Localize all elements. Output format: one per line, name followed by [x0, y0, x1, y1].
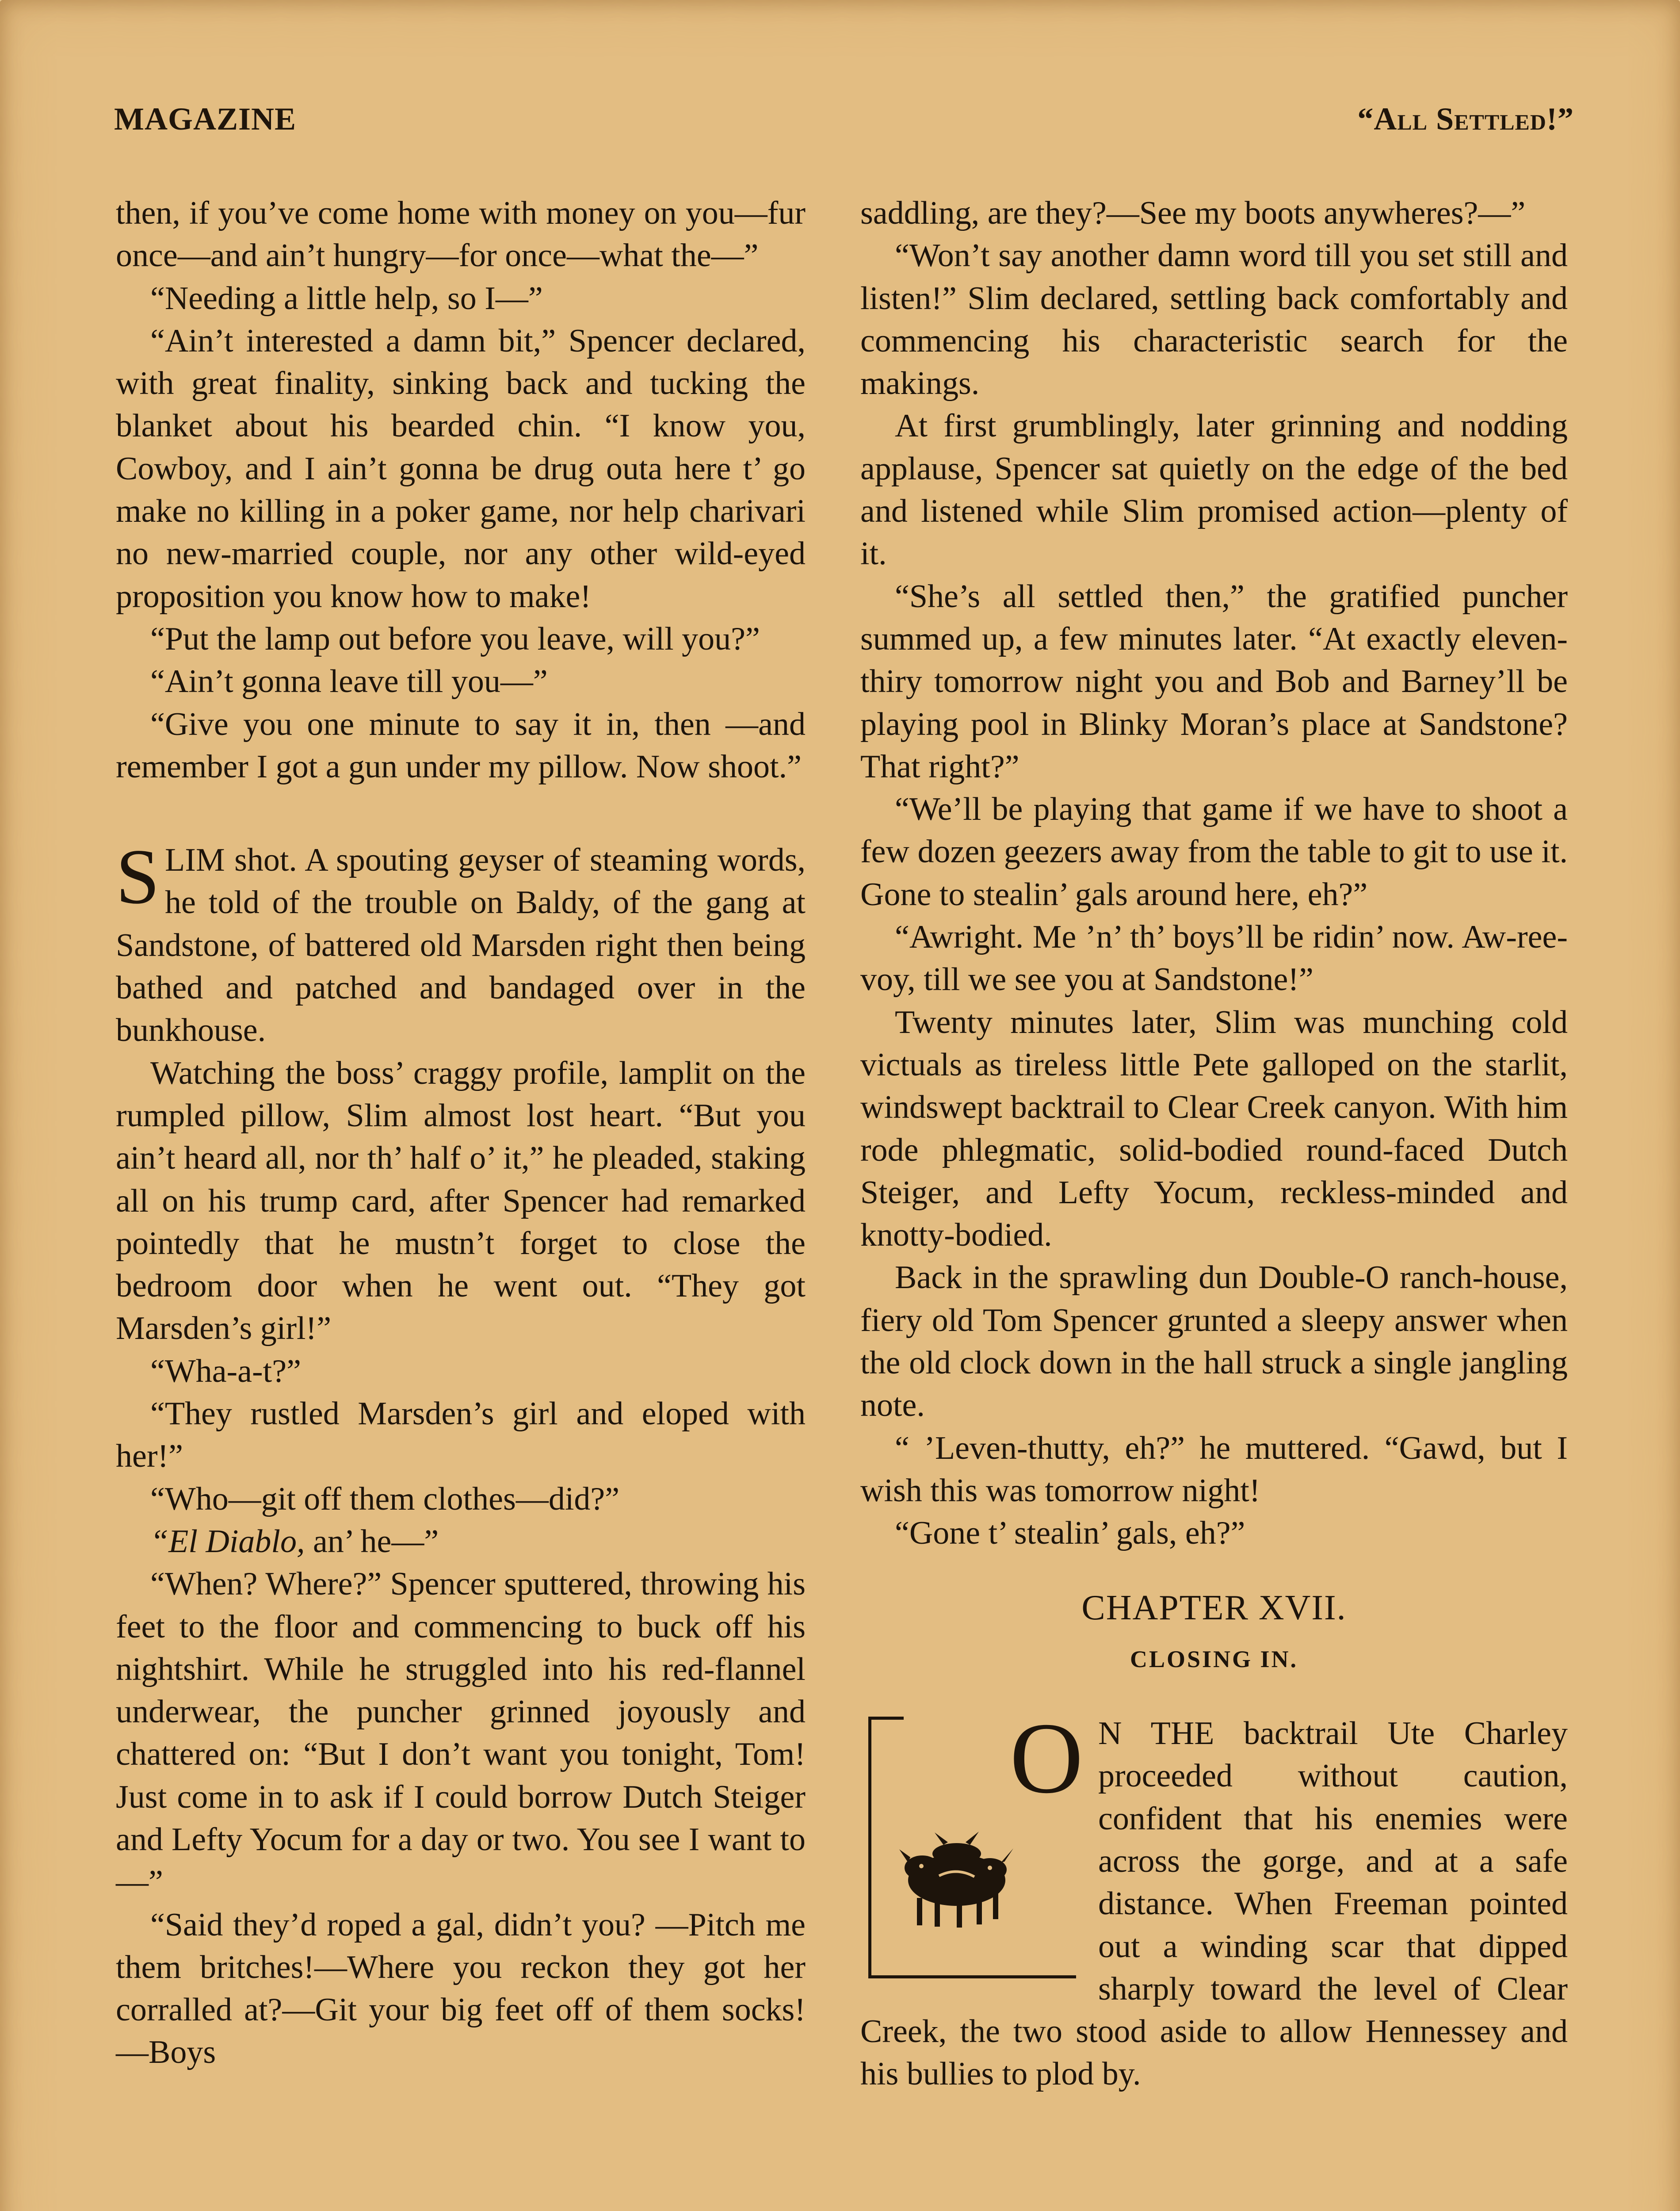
- drop-cap: S: [116, 833, 160, 921]
- chapter-illustration: [864, 1702, 1085, 1982]
- paragraph-text: an’ he—”: [305, 1523, 439, 1560]
- paragraph: “Won’t say another damn word till you set still and listen!” Slim declared, settling back comfortably and commencing his characteristic search for the makings.: [860, 237, 1568, 402]
- paragraph: “Said they’d roped a gal, didn’t you? —Pitch me them britches!—Where you reckon they got her corralled at?—Git your big feet off of them socks!—Boys: [116, 1906, 806, 2071]
- paragraph: saddling, are they?—See my boots anywheres?—”: [860, 195, 1526, 231]
- paragraph: Twenty minutes later, Slim was munching cold victuals as tireless little Pete galloped on the starlit, windswept backtrail to Clear Creek canyon. With him rode phlegmatic, solid-bodied round-faced Dutch Steiger, and Lefty Yocum, reckless-minded and knotty-bodied.: [860, 1004, 1568, 1254]
- paragraph: N THE backtrail Ute Charley proceeded without caution, confident that his enemies were across the gorge, and at a safe distance. When Freeman pointed out a winding scar that dipped sharply toward the level of Clear Creek, the two stood aside to allow Hennessey and his bullies to plod by.: [860, 1715, 1568, 2092]
- paragraph-with-dropcap: [116, 833, 806, 1052]
- paragraph: “She’s all settled then,” the gratified puncher summed up, a few minutes later. “At exactly eleven-thiry tomorrow night you and Bob and Barney’ll be playing pool in Blinky Moran’s place at Sandstone? That right?”: [860, 578, 1568, 785]
- right-column: [860, 192, 1568, 2096]
- paragraph: “ ’Leven-thutty, eh?” he muttered. “Gawd, but I wish this was tomorrow night!: [860, 1430, 1568, 1509]
- italic-text: “El Diablo,: [150, 1523, 305, 1560]
- paragraph-text: LIM shot. A spouting geyser of steaming words, he told of the trouble on Baldy, of the gang at Sandstone, of battered old Marsden right then being bathed and patched and bandaged over in the bunkhouse.: [116, 842, 806, 1049]
- paragraph: “Wha-a-t?”: [150, 1353, 301, 1389]
- cattle-stampede-illustration: [890, 1827, 1023, 1933]
- paragraph: “Who—git off them clothes—did?”: [150, 1480, 620, 1517]
- paragraph: Back in the sprawling dun Double-O ranch-house, fiery old Tom Spencer grunted a sleepy answer when the old clock down in the hall struck a single jangling note.: [860, 1259, 1568, 1424]
- running-head-left: MAGAZINE: [114, 101, 297, 137]
- paragraph: “Awright. Me ’n’ th’ boys’ll be ridin’ now. Aw-ree-voy, till we see you at Sandstone!”: [860, 919, 1568, 998]
- paragraph: “Needing a little help, so I—”: [150, 280, 543, 317]
- paragraph: “Ain’t interested a damn bit,” Spencer declared, with great finality, sinking back and tucking the blanket about his bearded chin. “I know you, Cowboy, and I ain’t gonna be drug outa here t’ go make no killing in a poker game, nor help charivari no new-married couple, nor any other wild-eyed proposition you know how to make!: [116, 322, 806, 615]
- paragraph: “Put the lamp out before you leave, will you?”: [150, 620, 760, 657]
- paragraph: “When? Where?” Spencer sputtered, throwing his feet to the floor and commencing to buck off his nightshirt. While he struggled into his red-flannel underwear, the puncher grinned joyously and chattered on: “But I don’t want you tonight, Tom! Just come in to ask if I could borrow Dutch Steiger and Lefty Yocum for a day or two. You see I want to—”: [116, 1566, 806, 1901]
- left-column: [116, 192, 806, 2074]
- paragraph: then, if you’ve come home with money on you—fur once—and ain’t hungry—for once—what the—”: [116, 195, 806, 274]
- chapter-title: CHAPTER XVII.: [1081, 1588, 1347, 1627]
- paragraph: “We’ll be playing that game if we have to shoot a few dozen geezers away from the table to git to use it. Gone to stealin’ gals around here, eh?”: [860, 791, 1568, 913]
- paragraph: “Ain’t gonna leave till you—”: [150, 663, 548, 700]
- chapter-subtitle: CLOSING IN.: [1130, 1645, 1298, 1672]
- paragraph: “Gone t’ stealin’ gals, eh?”: [895, 1515, 1245, 1552]
- running-head-right: “All Settled!”: [1357, 101, 1574, 137]
- paragraph: [116, 1520, 806, 1563]
- paragraph: Watching the boss’ craggy profile, lamplit on the rumpled pillow, Slim almost lost heart. “But you ain’t heard all, nor th’ half o’ it,” he pleaded, staking all on his trump card, after Spencer had remarked pointedly that he mustn’t forget to close the bedroom door when he went out. “They got Marsden’s girl!”: [116, 1055, 806, 1347]
- paragraph: At first grumblingly, later grinning and nodding applause, Spencer sat quietly on the edge of the bed and listened while Slim promised action—plenty of it.: [860, 408, 1568, 572]
- drop-cap: O: [1010, 1702, 1084, 1815]
- paragraph: “They rustled Marsden’s girl and eloped with her!”: [116, 1396, 806, 1475]
- section-break: [116, 788, 806, 839]
- paragraph: “Give you one minute to say it in, then —and remember I got a gun under my pillow. Now shoot.”: [116, 706, 806, 785]
